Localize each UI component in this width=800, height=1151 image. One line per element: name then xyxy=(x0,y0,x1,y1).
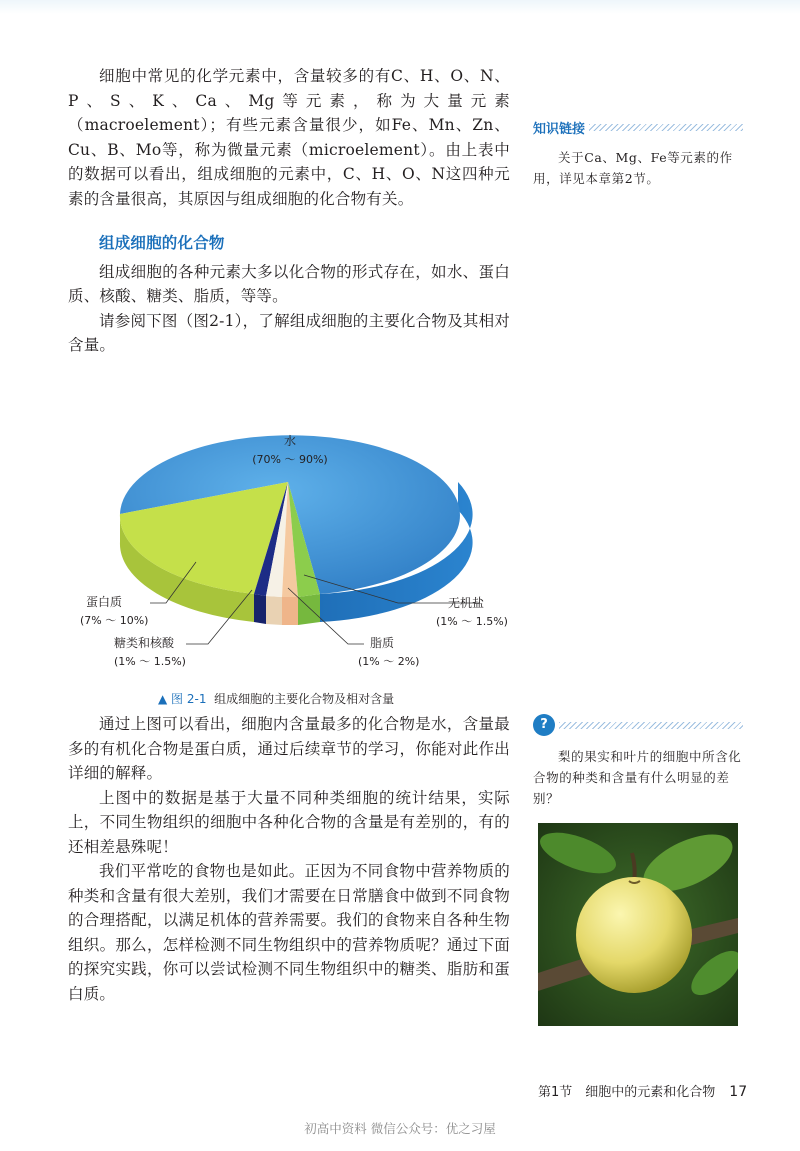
knowledge-link-box xyxy=(533,118,743,189)
paragraph-compounds: 组成细胞的各种元素大多以化合物的形式存在，如水、蛋白质、核酸、糖类、脂质，等等。 xyxy=(68,262,510,305)
label-protein: 蛋白质 xyxy=(86,595,123,609)
paragraph-food: 我们平常吃的食物也是如此。正因为不同食物中营养物质的种类和含量有很大差别，我们才需要在日常膳食中做到不同食物的合理搭配，以满足机体的营养需要。我们的食物来自各种生物组织。那么，怎样检测不同生物组织中的营养物质呢？通过下面的探究实践，你可以尝试检测不同生物组织中的糖类、脂肪和蛋白质。 xyxy=(68,862,510,1003)
pie-side-water2 xyxy=(298,594,320,625)
paragraph-statistics: 上图中的数据是基于大量不同种类细胞的统计结果，实际上，不同生物组织的细胞中各种化合物的含量是有差别的，有的还相差悬殊呢！ xyxy=(68,788,510,856)
question-text: 梨的果实和叶片的细胞中所含化合物的种类和含量有什么明显的差别？ xyxy=(533,749,742,806)
knowledge-link-label: 知识链接 xyxy=(533,122,586,137)
watermark-text: 初高中资料 微信公众号：优之习屋 xyxy=(304,1121,496,1136)
main-text-block-2 xyxy=(68,712,510,1006)
paragraph-refer-figure: 请参阅下图（图2-1），了解组成细胞的主要化合物及其相对含量。 xyxy=(68,311,510,354)
label-water-range: (70% ～ 90%) xyxy=(252,453,328,466)
knowledge-link-text: 关于Ca、Mg、Fe等元素的作用，详见本章第2节。 xyxy=(533,150,733,186)
pie-side-lipid xyxy=(266,596,282,625)
main-text-block xyxy=(68,64,510,358)
figure-caption xyxy=(158,690,394,707)
label-water: 水 xyxy=(283,434,297,448)
paragraph-elements: 细胞中常见的化学元素中，含量较多的有C、H、O、N、P、S、K、Ca、Mg等元素，称为大量元素（macroelement）；有些元素含量很少，如Fe、Mn、Zn、Cu、B、Mo等，称为微量元素（microelement）。由上表中的数据可以看出，组成细胞的元素中，C、H、O、N这四种元素的含量很高，其原因与组成细胞的化合物有关。 xyxy=(68,67,510,208)
paragraph-water-protein: 通过上图可以看出，细胞内含量最多的化合物是水，含量最多的有机化合物是蛋白质，通过后续章节的学习，你能对此作出详细的解释。 xyxy=(68,715,510,782)
figure-caption-text: 组成细胞的主要化合物及相对含量 xyxy=(214,692,395,706)
top-banner-strip xyxy=(0,0,800,14)
pie-side-salt xyxy=(282,597,298,625)
label-lipid-range: (1% ～ 2%) xyxy=(358,655,420,668)
question-icon: ? xyxy=(533,714,555,736)
label-lipid: 脂质 xyxy=(370,636,395,650)
label-sugar-nucleic: 糖类和核酸 xyxy=(114,636,175,650)
figure-number: ▲ 图 2-1 xyxy=(158,692,207,706)
label-sugar-nucleic-range: (1% ～ 1.5%) xyxy=(114,655,186,668)
pear-photo xyxy=(538,823,738,1026)
footer-section-title: 第1节 细胞中的元素和化合物 xyxy=(538,1085,716,1100)
decorative-divider xyxy=(589,124,743,131)
question-box xyxy=(533,714,743,809)
label-salt: 无机盐 xyxy=(448,596,485,610)
label-protein-range: (7% ～ 10%) xyxy=(80,614,149,627)
pie-side-sugar xyxy=(254,594,266,624)
pie-chart xyxy=(68,392,518,682)
page-footer xyxy=(538,1081,747,1100)
page-number: 17 xyxy=(729,1084,748,1100)
decorative-divider-2 xyxy=(559,722,743,729)
label-salt-range: (1% ～ 1.5%) xyxy=(436,615,508,628)
section-title: 组成细胞的化合物 xyxy=(99,234,225,252)
